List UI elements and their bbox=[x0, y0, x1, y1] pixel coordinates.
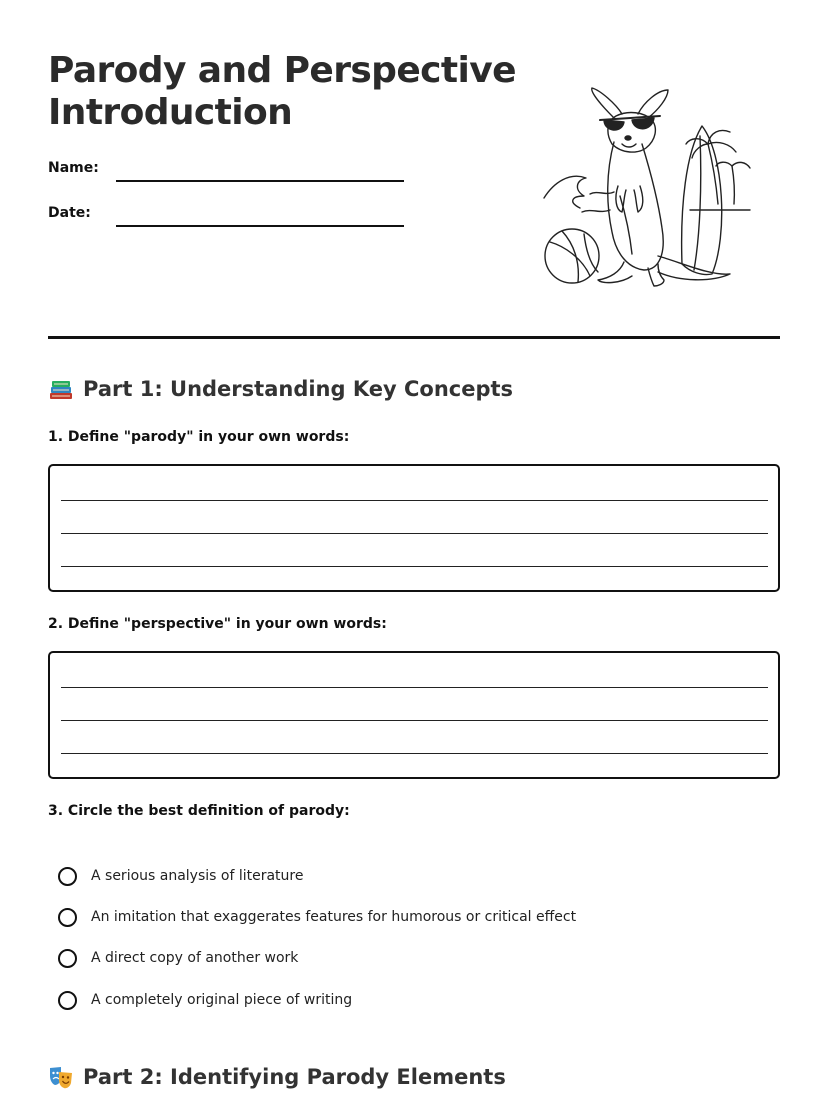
page-title bbox=[48, 50, 518, 134]
part2-heading bbox=[48, 1062, 506, 1092]
date-field[interactable] bbox=[116, 225, 404, 227]
option-3[interactable] bbox=[58, 946, 298, 970]
option-2-text: An imitation that exaggerates features for humorous or critical effect bbox=[91, 909, 577, 925]
section-divider bbox=[48, 336, 780, 339]
writing-line bbox=[61, 753, 768, 754]
writing-line bbox=[61, 500, 768, 501]
part2-heading-text: Part 2: Identifying Parody Elements bbox=[83, 1065, 506, 1089]
writing-line bbox=[61, 566, 768, 567]
question-1: 1. Define "parody" in your own words: bbox=[48, 429, 350, 445]
option-3-text: A direct copy of another work bbox=[91, 950, 299, 966]
option-circle[interactable] bbox=[58, 908, 77, 927]
writing-line bbox=[61, 687, 768, 688]
theater-masks-icon bbox=[48, 1064, 74, 1090]
books-icon bbox=[48, 376, 74, 402]
option-circle[interactable] bbox=[58, 991, 77, 1010]
option-1[interactable] bbox=[58, 864, 303, 888]
name-field[interactable] bbox=[116, 180, 404, 182]
name-label: Name: bbox=[48, 160, 99, 176]
option-4[interactable] bbox=[58, 988, 352, 1012]
kangaroo-surfer-icon bbox=[540, 86, 755, 296]
question-3: 3. Circle the best definition of parody: bbox=[48, 803, 350, 819]
option-1-text: A serious analysis of literature bbox=[91, 868, 304, 884]
title-line-2: Introduction bbox=[48, 92, 293, 133]
part1-heading-text: Part 1: Understanding Key Concepts bbox=[83, 377, 514, 401]
writing-line bbox=[61, 533, 768, 534]
answer-box-2[interactable] bbox=[48, 651, 780, 779]
option-circle[interactable] bbox=[58, 867, 77, 886]
option-4-text: A completely original piece of writing bbox=[91, 992, 353, 1008]
title-line-1: Parody and Perspective bbox=[48, 50, 516, 91]
writing-line bbox=[61, 720, 768, 721]
part1-heading bbox=[48, 374, 513, 404]
question-2: 2. Define "perspective" in your own words: bbox=[48, 616, 387, 632]
date-label: Date: bbox=[48, 205, 91, 221]
option-circle[interactable] bbox=[58, 949, 77, 968]
answer-box-1[interactable] bbox=[48, 464, 780, 592]
option-2[interactable] bbox=[58, 905, 576, 929]
